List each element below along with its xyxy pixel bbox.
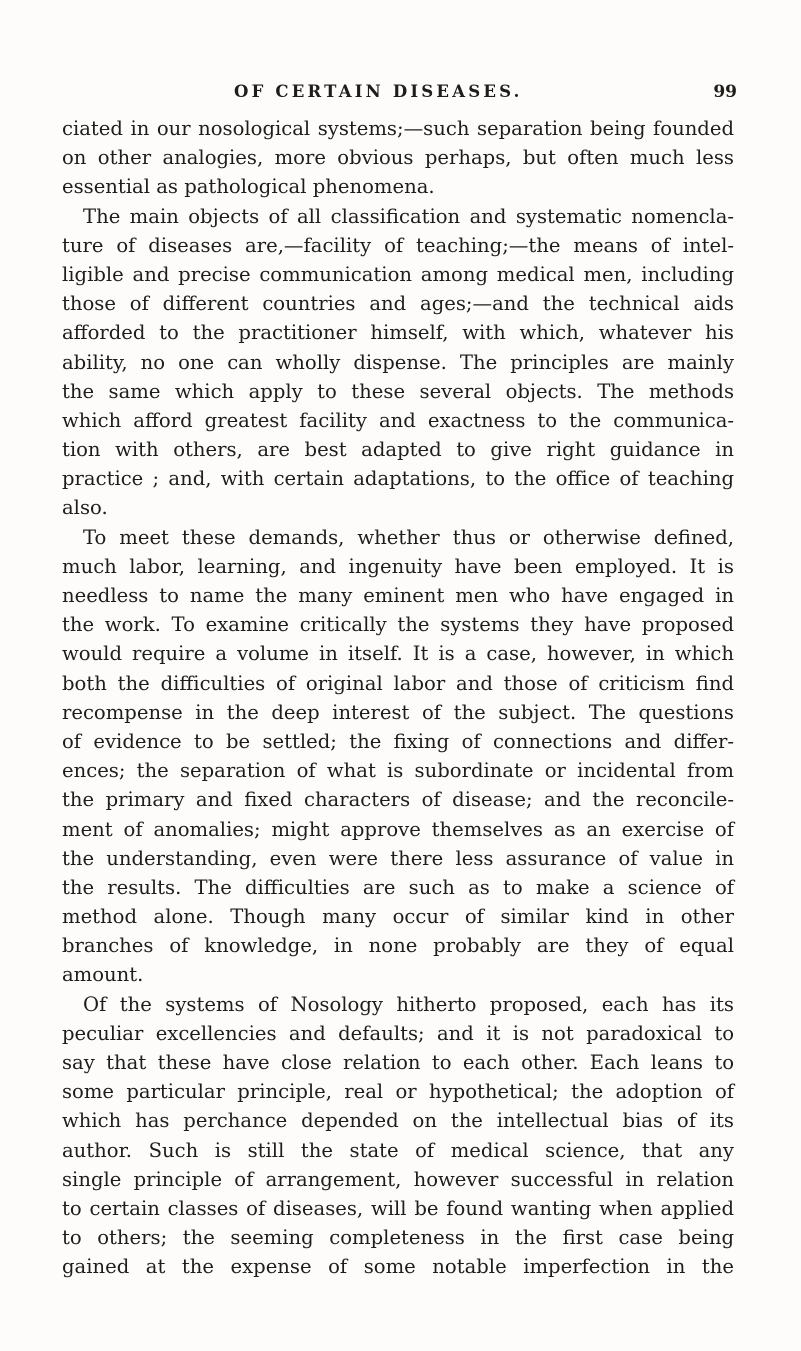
- text-line: those of different countries and ages;—and the technical aids: [62, 292, 734, 316]
- text-line: branches of knowledge, in none probably are they of equal: [62, 934, 734, 958]
- text-line: which has perchance depended on the intellectual bias of its: [62, 1109, 734, 1133]
- text-line: would require a volume in itself. It is a case, however, in which: [62, 642, 734, 666]
- text-line: author. Such is still the state of medical science, that any: [62, 1138, 734, 1162]
- text-line: amount.: [62, 963, 144, 987]
- text-line: of evidence to be settled; the fixing of connections and differ-: [62, 729, 734, 753]
- text-line: to others; the seeming completeness in the first case being: [62, 1226, 734, 1250]
- text-line: Of the systems of Nosology hitherto proposed, each has its: [83, 992, 734, 1016]
- text-line: single principle of arrangement, however successful in relation: [62, 1167, 734, 1191]
- text-line: essential as pathological phenomena.: [62, 175, 435, 199]
- text-line: method alone. Though many occur of similar kind in other: [62, 905, 734, 929]
- text-line: the primary and fixed characters of disease; and the reconcile-: [62, 788, 734, 812]
- text-line: tion with others, are best adapted to give right guidance in: [62, 438, 734, 462]
- running-head: [62, 82, 737, 106]
- body-text: [62, 114, 734, 1282]
- text-line: the results. The difficulties are such as to make a science of: [62, 875, 734, 899]
- text-line: the understanding, even were there less assurance of value in: [62, 846, 734, 870]
- text-line: peculiar excellencies and defaults; and it is not paradoxical to: [62, 1021, 734, 1045]
- text-line: ability, no one can wholly dispense. The principles are mainly: [62, 350, 734, 374]
- page-number: 99: [713, 82, 737, 102]
- text-line: some particular principle, real or hypothetical; the adoption of: [62, 1080, 734, 1104]
- text-line: the same which apply to these several objects. The methods: [62, 379, 734, 403]
- text-line: recompense in the deep interest of the subject. The questions: [62, 700, 734, 724]
- text-line: both the difficulties of original labor and those of criticism find: [62, 671, 734, 695]
- text-line: practice ; and, with certain adaptations, to the office of teaching: [62, 467, 734, 491]
- text-line: ligible and precise communication among medical men, including: [62, 262, 734, 286]
- text-line: ture of diseases are,—facility of teaching;—the means of intel-: [62, 233, 734, 257]
- text-line: afforded to the practitioner himself, with which, whatever his: [62, 321, 734, 345]
- text-line: needless to name the many eminent men who have engaged in: [62, 584, 734, 607]
- text-line: to certain classes of diseases, will be found wanting when applied: [62, 1196, 734, 1220]
- text-line: To meet these demands, whether thus or otherwise defined,: [83, 525, 734, 549]
- text-line: gained at the expense of some notable imperfection in the: [62, 1255, 734, 1279]
- text-line: ences; the separation of what is subordinate or incidental from: [62, 759, 734, 783]
- running-title: OF CERTAIN DISEASES.: [234, 82, 523, 101]
- text-line: also.: [62, 496, 108, 520]
- text-line: The main objects of all classification and systematic nomencla-: [83, 204, 734, 228]
- text-line: ment of anomalies; might approve themselves as an exercise of: [62, 817, 734, 841]
- text-line: much labor, learning, and ingenuity have been employed. It is: [62, 554, 734, 578]
- text-line: say that these have close relation to each other. Each leans to: [62, 1051, 734, 1074]
- text-line: the work. To examine critically the systems they have proposed: [62, 613, 734, 637]
- text-line: which afford greatest facility and exactness to the communica-: [62, 408, 734, 432]
- text-line: on other analogies, more obvious perhaps, but often much less: [62, 146, 734, 170]
- text-line: ciated in our nosological systems;—such separation being founded: [62, 117, 734, 140]
